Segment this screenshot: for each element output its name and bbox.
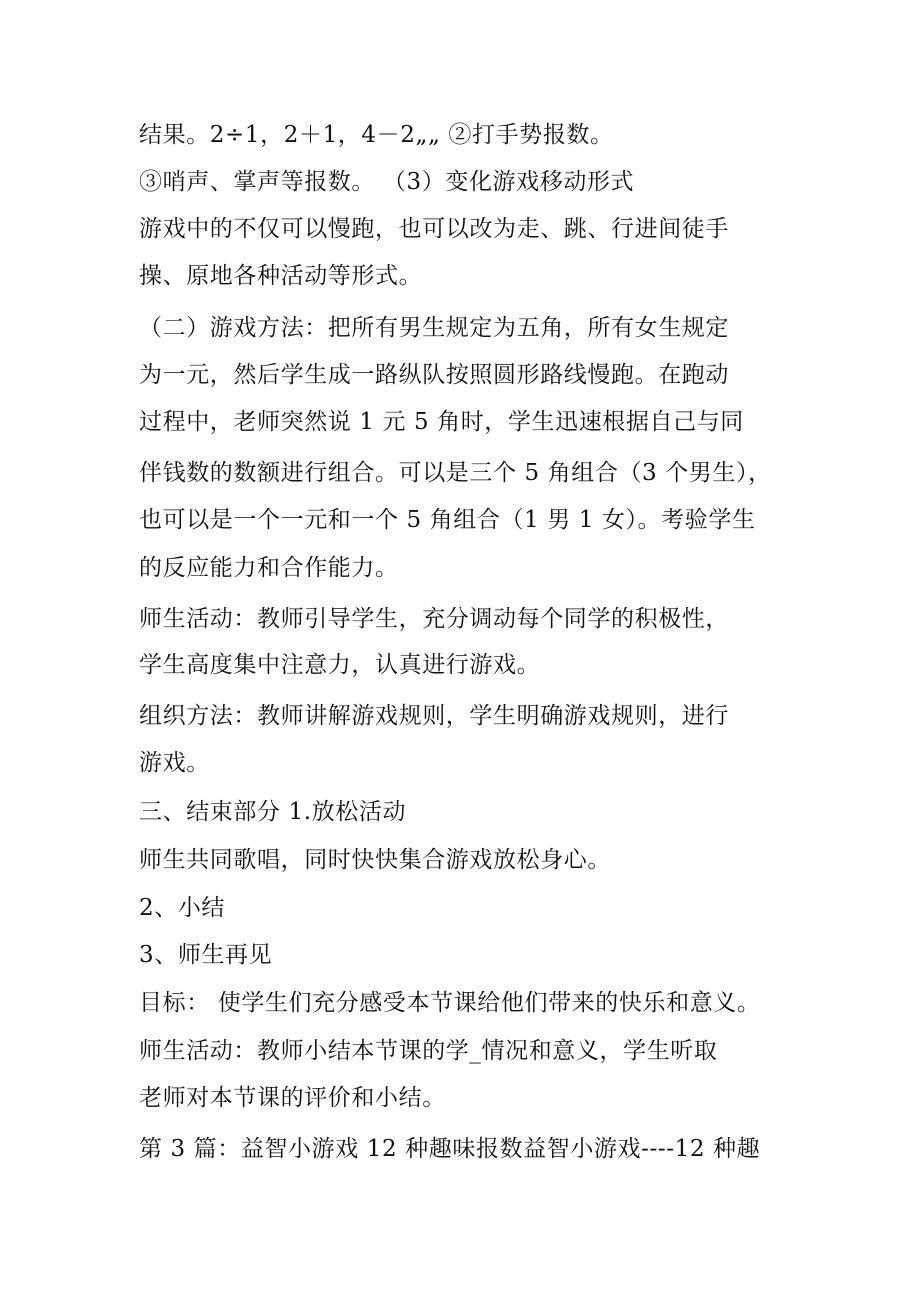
text-line-13: 组织方法：教师讲解游戏规则，学生明确游戏规则，进行 (139, 703, 729, 729)
text-line-21: 老师对本节课的评价和小结。 (139, 1085, 446, 1111)
text-line-14: 游戏。 (139, 750, 210, 776)
text-line-17: 2、小结 (139, 895, 226, 921)
text-line-12: 学生高度集中注意力，认真进行游戏。 (139, 652, 541, 678)
text-line-7: 过程中，老师突然说 1 元 5 角时，学生迅速根据自己与同 (139, 409, 744, 435)
text-line-16: 师生共同歌唱，同时快快集合游戏放松身心。 (139, 847, 611, 873)
text-line-3: 游戏中的不仅可以慢跑，也可以改为走、跳、行进间徒手 (139, 216, 729, 242)
text-line-2: ③哨声、掌声等报数。 （3）变化游戏移动形式 (139, 169, 635, 195)
text-line-9: 也可以是一个一元和一个 5 角组合（1 男 1 女）。考验学生 (139, 507, 756, 533)
text-line-4: 操、原地各种活动等形式。 (139, 263, 423, 289)
text-line-15: 三、结束部分 1.放松活动 (139, 799, 407, 825)
text-line-5: （二）游戏方法：把所有男生规定为五角，所有女生规定 (139, 315, 729, 341)
text-line-18: 3、师生再见 (139, 942, 273, 968)
text-line-11: 师生活动：教师引导学生，充分调动每个同学的积极性， (139, 606, 729, 632)
text-line-20: 师生活动：教师小结本节课的学_情况和意义，学生听取 (139, 1038, 718, 1064)
text-line-22: 第 3 篇：益智小游戏 12 种趣味报数益智小游戏----12 种趣 (139, 1136, 761, 1162)
text-line-19: 目标： 使学生们充分感受本节课给他们带来的快乐和意义。 (139, 990, 761, 1016)
text-line-10: 的反应能力和合作能力。 (139, 555, 399, 581)
text-line-8: 伴钱数的数额进行组合。可以是三个 5 角组合（3 个男生）， (139, 460, 772, 486)
text-line-6: 为一元，然后学生成一路纵队按照圆形路线慢跑。在跑动 (139, 362, 729, 388)
text-line-1: 结果。2÷1，2＋1，4－2„„ ②打手势报数。 (139, 122, 614, 148)
